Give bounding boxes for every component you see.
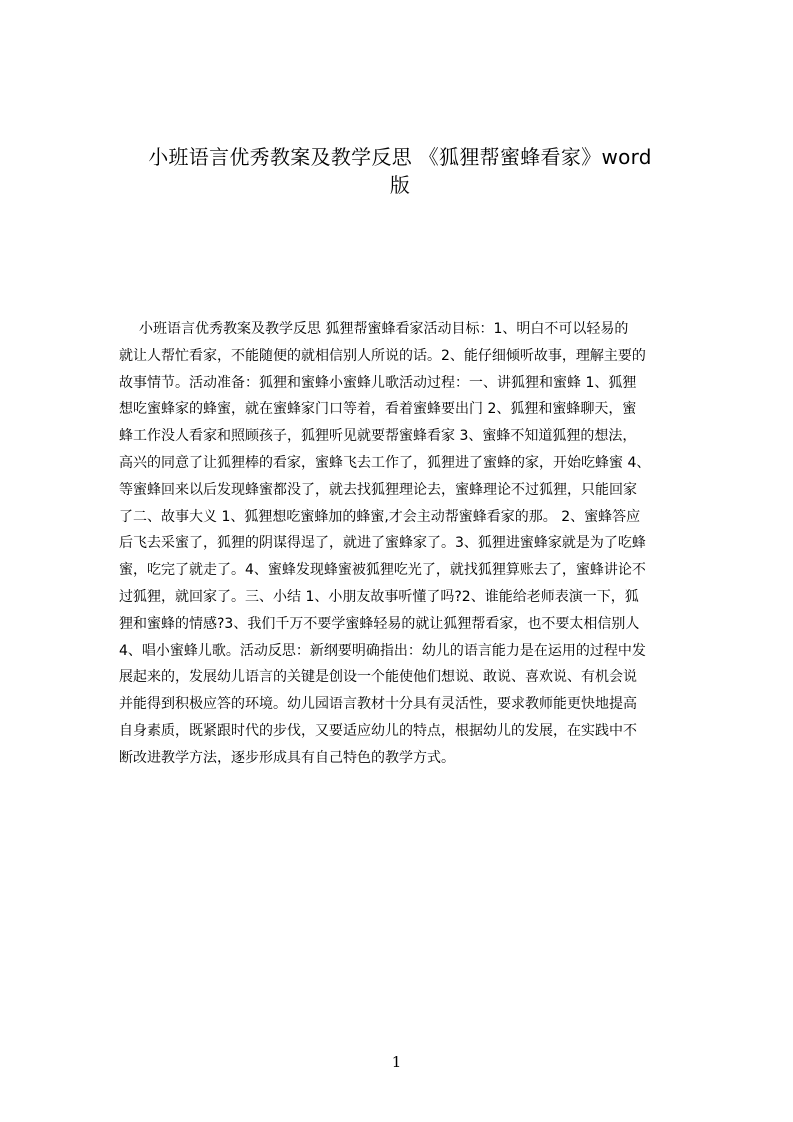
title-line-1: 小班语言优秀教案及教学反思 《狐狸帮蜜蜂看家》word	[148, 145, 652, 169]
body-line: 故事情节。活动准备：狐狸和蜜蜂小蜜蜂儿歌活动过程：一、讲狐狸和蜜蜂 1、狐狸	[119, 374, 637, 391]
body-line: 了二、故事大义 1、狐狸想吃蜜蜂加的蜂蜜,才会主动帮蜜蜂看家的那。 2、蜜蜂答应	[119, 508, 641, 525]
body-line: 蜂工作没人看家和照顾孩子，狐狸听见就要帮蜜蜂看家 3、蜜蜂不知道狐狸的想法，	[119, 428, 637, 445]
body-line: 高兴的同意了让狐狸棒的看家，蜜蜂飞去工作了，狐狸进了蜜蜂的家，开始吃蜂蜜 4、	[119, 454, 651, 471]
body-line: 并能得到积极应答的环境。幼儿园语言教材十分具有灵活性，要求教师能更快地提高	[119, 696, 637, 713]
body-line: 4、唱小蜜蜂儿歌。活动反思：新纲要明确指出：幼儿的语言能力是在运用的过程中发	[119, 642, 646, 659]
page-number: 1	[391, 1053, 402, 1071]
body-line: 狸和蜜蜂的情感?3、我们千万不要学蜜蜂轻易的就让狐狸帮看家，也不要太相信别人	[119, 615, 640, 632]
body-paragraph	[119, 316, 697, 776]
body-line: 过狐狸，就回家了。三、小结 1、小朋友故事听懂了吗?2、谁能给老师表演一下，狐	[119, 588, 639, 605]
body-line: 蜜，吃完了就走了。4、蜜蜂发现蜂蜜被狐狸吃光了，就找狐狸算账去了，蜜蜂讲论不	[119, 562, 646, 579]
body-line: 后飞去采蜜了，狐狸的阴谋得逞了，就进了蜜蜂家了。3、狐狸进蜜蜂家就是为了吃蜂	[119, 535, 646, 552]
title-line-2: 版	[389, 173, 411, 197]
body-line: 想吃蜜蜂家的蜂蜜，就在蜜蜂家门口等着，看着蜜蜂要出门 2、狐狸和蜜蜂聊天，蜜	[119, 401, 637, 418]
body-line: 自身素质，既紧跟时代的步伐，又要适应幼儿的特点，根据幼儿的发展，在实践中不	[119, 722, 637, 739]
body-line: 等蜜蜂回来以后发现蜂蜜都没了，就去找狐狸理论去，蜜蜂理论不过狐狸，只能回家	[119, 481, 637, 498]
body-line: 小班语言优秀教案及教学反思 狐狸帮蜜蜂看家活动目标：1、明白不可以轻易的	[139, 321, 629, 337]
body-line: 断改进教学方法，逐步形成具有自己特色的教学方式。	[119, 749, 455, 766]
body-line: 展起来的，发展幼儿语言的关键是创设一个能使他们想说、敢说、喜欢说、有机会说	[119, 669, 637, 686]
document-title	[100, 143, 700, 199]
body-line: 就让人帮忙看家，不能随便的就相信别人所说的话。2、能仔细倾听故事，理解主要的	[119, 347, 646, 364]
